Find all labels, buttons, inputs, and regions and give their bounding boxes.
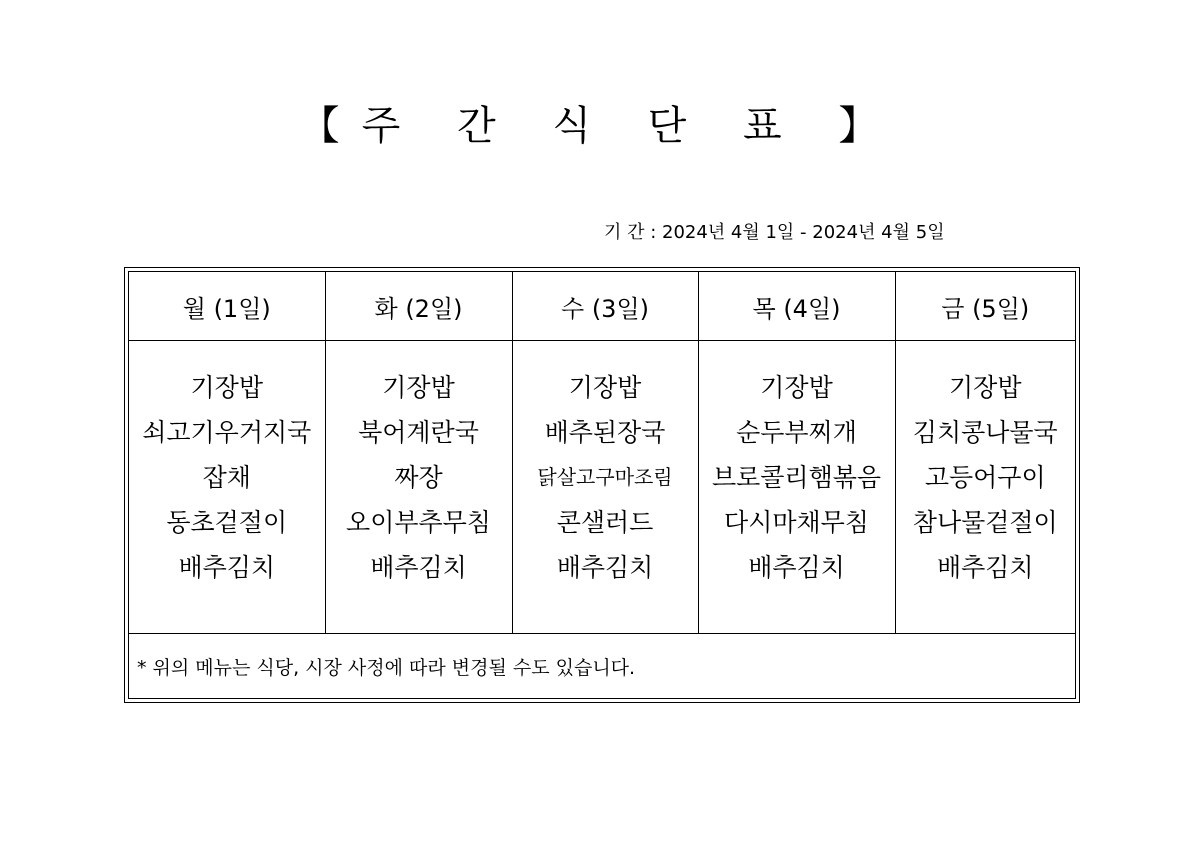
menu-change-note: * 위의 메뉴는 식당, 시장 사정에 따라 변경될 수도 있습니다. [129,634,1075,699]
menu-item: 쇠고기우거지국 [142,418,312,447]
menu-cell-wed [512,341,698,634]
menu-item: 닭살고구마조림 [537,465,673,489]
menu-item: 김치콩나물국 [912,418,1058,447]
menu-item: 다시마채무침 [724,508,869,537]
menu-item: 배추김치 [936,553,1034,582]
header-row [129,272,1075,341]
menu-item: 참나물겉절이 [912,508,1058,537]
menu-item: 기장밥 [760,373,833,402]
day-header-mon: 월 (1일) [129,272,325,341]
page-title: 【주 간 식 단 표 】 [299,103,901,149]
day-header-wed: 수 (3일) [512,272,698,341]
menu-item: 기장밥 [190,373,263,402]
menu-cell-tue [325,341,512,634]
menu-cell-thu [698,341,895,634]
day-header-fri: 금 (5일) [895,272,1075,341]
menu-item: 배추김치 [556,553,654,582]
menu-item: 브로콜리햄볶음 [711,463,882,492]
menu-item: 기장밥 [949,373,1022,402]
menu-item: 고등어구이 [924,463,1046,492]
menu-item: 콘샐러드 [556,508,654,537]
menu-item: 배추된장국 [544,418,666,447]
menu-item: 배추김치 [178,553,276,582]
menu-table-frame [124,267,1080,703]
menu-item: 잡채 [202,463,251,492]
menu-table [129,272,1075,698]
menu-item: 오이부추무침 [346,508,491,537]
period-text: 기 간 : 2024년 4월 1일 - 2024년 4월 5일 [604,222,945,243]
menu-item: 북어계란국 [358,418,479,447]
menu-item: 배추김치 [748,553,845,582]
menu-item: 배추김치 [370,553,467,582]
menu-item: 짜장 [394,463,443,492]
menu-cell-fri [895,341,1075,634]
menu-item: 동초겉절이 [166,508,288,537]
menu-row [129,341,1075,634]
note-row [129,634,1075,699]
menu-item: 기장밥 [382,373,455,402]
day-header-thu: 목 (4일) [698,272,895,341]
menu-item: 기장밥 [568,373,642,402]
menu-cell-mon [129,341,325,634]
menu-item: 순두부찌개 [736,418,857,447]
day-header-tue: 화 (2일) [325,272,512,341]
menu-table-inner-frame [128,271,1076,699]
